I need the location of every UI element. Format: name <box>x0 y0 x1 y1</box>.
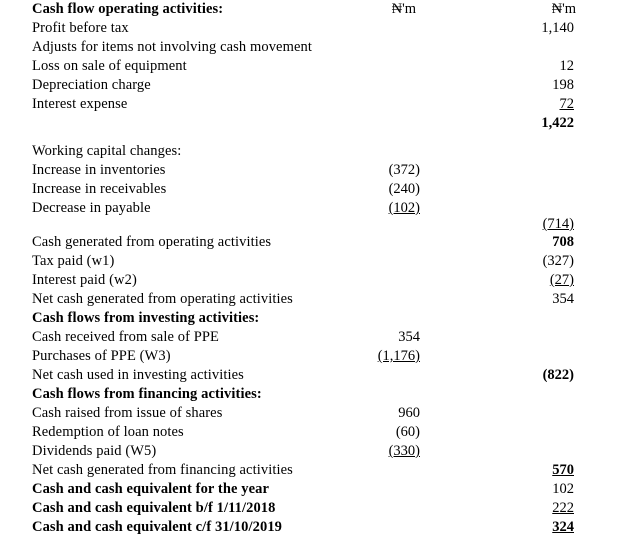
row-value: 1,140 <box>541 20 574 36</box>
row-value: 960 <box>398 405 420 421</box>
row-value: 222 <box>552 500 574 516</box>
row-label: Cash and cash equivalent c/f 31/10/2019 <box>32 519 283 535</box>
financing-title-row <box>0 385 638 404</box>
row-label: Depreciation charge <box>32 77 151 93</box>
working-capital-total-row <box>0 215 638 234</box>
interest-row <box>0 95 638 114</box>
dividends-row <box>0 442 638 461</box>
row-value: 102 <box>552 481 574 497</box>
profit-row <box>0 19 638 38</box>
row-value: 324 <box>552 519 574 535</box>
row-value: (240) <box>388 181 420 197</box>
row-value: (1,176) <box>377 348 420 364</box>
tax-paid-row <box>0 252 638 271</box>
section-title-operating: Cash flow operating activities: <box>32 1 224 17</box>
row-label: Cash received from sale of PPE <box>32 329 220 345</box>
row-label: Net cash generated from financing activities <box>32 462 293 478</box>
row-label: Redemption of loan notes <box>32 424 184 440</box>
row-value: (27) <box>549 272 574 288</box>
cash-year-row <box>0 480 638 499</box>
depreciation-row <box>0 76 638 95</box>
loan-notes-row <box>0 423 638 442</box>
subtotal-value: 1,422 <box>541 115 574 131</box>
section-title-investing: Cash flows from investing activities: <box>32 310 260 326</box>
row-label: Cash and cash equivalent for the year <box>32 481 270 497</box>
receivables-row <box>0 180 638 199</box>
cash-bf-row <box>0 499 638 518</box>
row-value: (372) <box>388 162 420 178</box>
row-value: 570 <box>552 462 574 478</box>
net-operating-row <box>0 290 638 309</box>
inventories-row <box>0 161 638 180</box>
row-label: Loss on sale of equipment <box>32 58 187 74</box>
row-value: 12 <box>559 58 574 74</box>
row-label: Cash and cash equivalent b/f 1/11/2018 <box>32 500 276 516</box>
column-header-1: ₦'m <box>391 1 416 17</box>
row-value: (327) <box>542 253 574 269</box>
total-value: (714) <box>542 216 574 232</box>
subtotal-row <box>0 114 638 133</box>
row-label: Cash raised from issue of shares <box>32 405 223 421</box>
section-title-financing: Cash flows from financing activities: <box>32 386 262 402</box>
section-title-working-capital: Working capital changes: <box>32 143 182 159</box>
row-label: Net cash used in investing activities <box>32 367 244 383</box>
issue-shares-row <box>0 404 638 423</box>
row-value: 198 <box>552 77 574 93</box>
row-value: (60) <box>395 424 420 440</box>
loss-row <box>0 57 638 76</box>
net-investing-row <box>0 366 638 385</box>
row-value: 354 <box>552 291 574 307</box>
row-label: Increase in receivables <box>32 181 167 197</box>
row-label: Increase in inventories <box>32 162 166 178</box>
row-label: Dividends paid (W5) <box>32 443 157 459</box>
sale-ppe-row <box>0 328 638 347</box>
row-label: Interest expense <box>32 96 128 112</box>
column-header-2: ₦'m <box>551 1 576 17</box>
interest-paid-row <box>0 271 638 290</box>
row-value: (102) <box>388 200 420 216</box>
row-value: (330) <box>388 443 420 459</box>
row-label: Adjusts for items not involving cash movement <box>32 39 312 55</box>
working-capital-title-row <box>0 142 638 161</box>
cash-generated-row <box>0 233 638 252</box>
row-label: Cash generated from operating activities <box>32 234 272 250</box>
row-value: 708 <box>552 234 574 250</box>
row-label: Interest paid (w2) <box>32 272 137 288</box>
row-label: Profit before tax <box>32 20 129 36</box>
purchases-ppe-row <box>0 347 638 366</box>
row-value: 354 <box>398 329 420 345</box>
row-value: 72 <box>559 96 574 112</box>
row-label: Tax paid (w1) <box>32 253 115 269</box>
row-label: Decrease in payable <box>32 200 151 216</box>
header-row <box>0 0 638 19</box>
adjust-row <box>0 38 638 57</box>
cash-cf-row <box>0 518 638 537</box>
row-label: Net cash generated from operating activities <box>32 291 293 307</box>
investing-title-row <box>0 309 638 328</box>
row-value: (822) <box>542 367 574 383</box>
row-label: Purchases of PPE (W3) <box>32 348 171 364</box>
net-financing-row <box>0 461 638 480</box>
